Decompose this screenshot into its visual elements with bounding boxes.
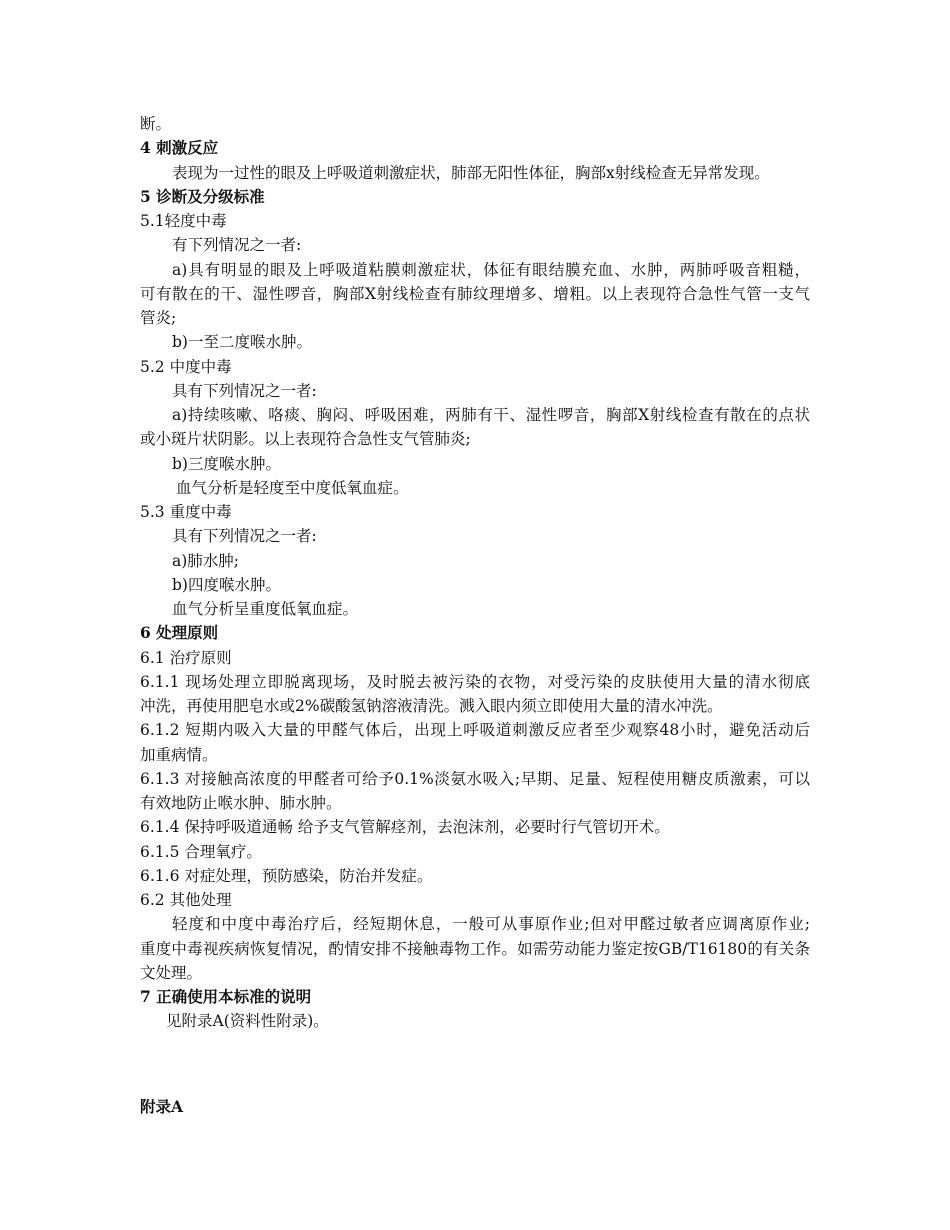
spacer [140,1034,810,1095]
paragraph-line: a)持续咳嗽、咯痰、胸闷、呼吸困难，两肺有干、湿性啰音，胸部X射线检查有散在的点状 [172,406,810,424]
paragraph-line: 有下列情况之一者: [172,236,302,255]
paragraph-line: b)三度喉水肿。 [172,454,281,473]
section-heading-5: 5 诊断及分级标准 [140,186,265,206]
subsection-heading-5-3: 5.3 重度中毒 [140,503,232,521]
text-line: 断。 [140,115,172,133]
paragraph-line: 或小斑片状阴影。以上表现符合急性支气管肺炎; [140,430,471,449]
paragraph-line: 具有下列情况之一者: [172,527,317,546]
section-heading-7: 7 正确使用本标准的说明 [140,987,312,1006]
document-page [140,112,810,1119]
paragraph-line: 具有下列情况之一者: [172,381,317,400]
paragraph-line: 6.1.4 保持呼吸道通畅 给予支气管解痉剂，去泡沫剂，必要时行气管切开术。 [140,818,670,837]
paragraph-line: 文处理。 [140,963,203,982]
paragraph-line: 可有散在的干、湿性啰音，胸部X射线检查有肺纹理增多、增粗。以上表现符合急性气管一支气 [140,284,810,303]
paragraph-line: 血气分析是轻度至中度低氧血症。 [176,478,409,497]
paragraph-line: 6.1.5 合理氧疗。 [140,842,262,861]
paragraph-line: 轻度和中度中毒治疗后，经短期休息，一般可从事原作业;但对甲醛过敏者应调离原作业; [172,915,810,934]
paragraph-line: 管炎; [140,309,177,327]
subsection-heading-6-2: 6.2 其他处理 [140,891,232,909]
paragraph-line: 6.1.3 对接触高浓度的甲醛者可给予0.1%淡氨水吸入;早期、足量、短程使用糖皮质激素，可以 [140,769,810,788]
paragraph-line: 血气分析呈重度低氧血症。 [172,600,359,618]
paragraph-line: b)一至二度喉水肿。 [172,333,312,352]
paragraph-line: b)四度喉水肿。 [172,575,281,594]
paragraph-line: 见附录A(资料性附录)。 [166,1012,329,1031]
paragraph-line: 6.1.2 短期内吸入大量的甲醛气体后，出现上呼吸道刺激反应者至少观察48小时，避免活动后 [140,721,810,740]
subsection-heading-6-1: 6.1 治疗原则 [140,648,232,667]
paragraph-line: 重度中毒视疾病恢复情况，酌情安排不接触毒物工作。如需劳动能力鉴定按GB/T16180的有关条 [140,939,810,958]
appendix-heading: 附录A [140,1096,184,1116]
section-heading-6: 6 处理原则 [140,623,219,643]
paragraph-line: 6.1.6 对症处理，预防感染，防治并发症。 [140,866,433,885]
paragraph-line: 加重病情。 [140,745,218,764]
paragraph-line: 冲洗，再使用肥皂水或2%碳酸氢钠溶液清洗。溅入眼内须立即使用大量的清水冲洗。 [140,697,723,715]
paragraph-line: a)具有明显的眼及上呼吸道粘膜刺激症状，体征有眼结膜充血、水肿，两肺呼吸音粗糙， [172,260,810,279]
paragraph-line: 有效地防止喉水肿、肺水肿。 [140,794,342,812]
paragraph-line: 6.1.1 现场处理立即脱离现场，及时脱去被污染的衣物，对受污染的皮肤使用大量的清水彻底 [140,672,810,691]
subsection-heading-5-2: 5.2 中度中毒 [140,357,232,376]
paragraph-line: 表现为一过性的眼及上呼吸道刺激症状，肺部无阳性体征，胸部x射线检查无异常发现。 [172,163,770,182]
paragraph-line: a)肺水肿; [172,551,240,570]
subsection-heading-5-1: 5.1轻度中毒 [140,212,227,230]
section-heading-4: 4 刺激反应 [140,138,219,158]
